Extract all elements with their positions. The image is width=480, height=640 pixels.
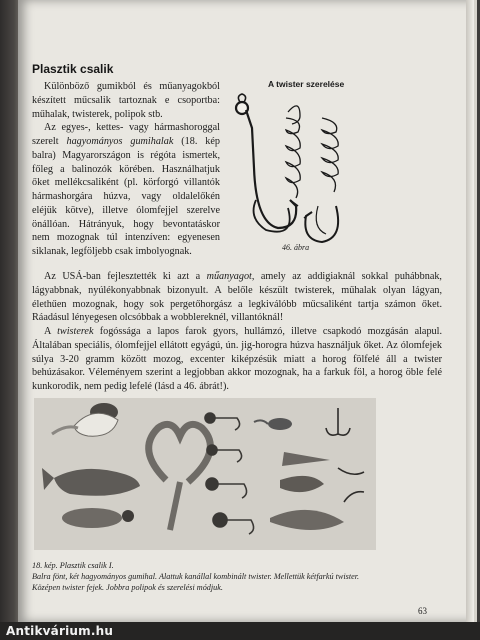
caption-line: Balra fönt, két hagyományos gumihal. Alattuk kanállal kombinált twister. Mellettük kétfarkú twister. — [32, 572, 360, 581]
figure-number: 46. ábra — [282, 243, 310, 252]
lures-photograph — [34, 398, 376, 550]
caption-title: 18. kép. Plasztik csalik I. — [32, 561, 114, 570]
twister-body-left — [254, 106, 301, 232]
paragraph-usa-material: Az USÁ-ban fejlesztették ki azt a műanyagot, amely az addigiaknál sokkal puhábbnak, lágyabbnak, nyúlékonyabbnak bizonyult. A belőle készült twisterek, műhalak olyan lágyan, élethűen mozognak, hogy sok pergetőhorgász a legkiválóbb műcsaliként tartja számon őket. Ráadásul lényegesen olcsóbbak a wobblereknél, villantóknál! — [32, 271, 442, 324]
left-column-text — [32, 80, 220, 259]
paragraph-intro: Különböző gumikból és műanyagokból készített műcsalik tartoznak e csoportba: műhalak, twisterek, polipok stb. — [32, 81, 220, 120]
jig-hook-with-twister — [304, 118, 338, 242]
site-watermark: Antikvárium.hu — [6, 624, 114, 638]
photo-caption — [32, 560, 442, 593]
caption-line: Középen twister fejek. Jobbra polipok és szerelési módjuk. — [32, 583, 223, 592]
twister-rigging-illustration — [226, 88, 386, 248]
term-emphasis: hagyományos gumihalak — [66, 136, 174, 147]
figure-title: A twister szerelése — [268, 79, 345, 89]
paragraph-twisters: A twisterek fogóssága a lapos farok gyors, hullámzó, illetve csapkodó mozgásán alapul. Általában speciális, ólomfejjel ellátott egyágú, ún. jig-horogra húzva használjuk őket. Az ólomfejek súlya 3-20 gramm között mozog, excenter kiképzésük miatt a horog fölfelé áll a twister behúzásakor. Véleményem szerint a legjobban akkor mozognak, ha a farkuk föl, a horog öble felé kunkorodik, nem pedig lefelé (lásd a 46. ábrát!). — [32, 326, 443, 392]
full-width-text — [32, 270, 442, 394]
paragraph-traditional: Az egyes-, kettes- vagy hármashoroggal szerelt hagyományos gumihalak (18. kép balra) Magyarországon is régóta ismertek, főleg a balinozók körében. Használhatjuk őket mellékcsaliként (pl. körforgó villantók hármashorgára húzva, vagy oldalelőkén eléjük kötve), illetve ólomfejjel szerelve önállóan. Hátrányuk, hogy bevontatáskor nem mozognak túl intenzíven: egyenesen siklanak, legföljebb csak imbolyognak. — [32, 122, 220, 257]
page-edge — [466, 0, 474, 640]
book-spine-shadow — [0, 0, 20, 640]
term-emphasis: twisterek — [57, 326, 94, 337]
page-number: 63 — [418, 606, 427, 616]
section-heading: Plasztik csalik — [32, 62, 114, 76]
term-emphasis: műanyagot — [206, 271, 252, 282]
